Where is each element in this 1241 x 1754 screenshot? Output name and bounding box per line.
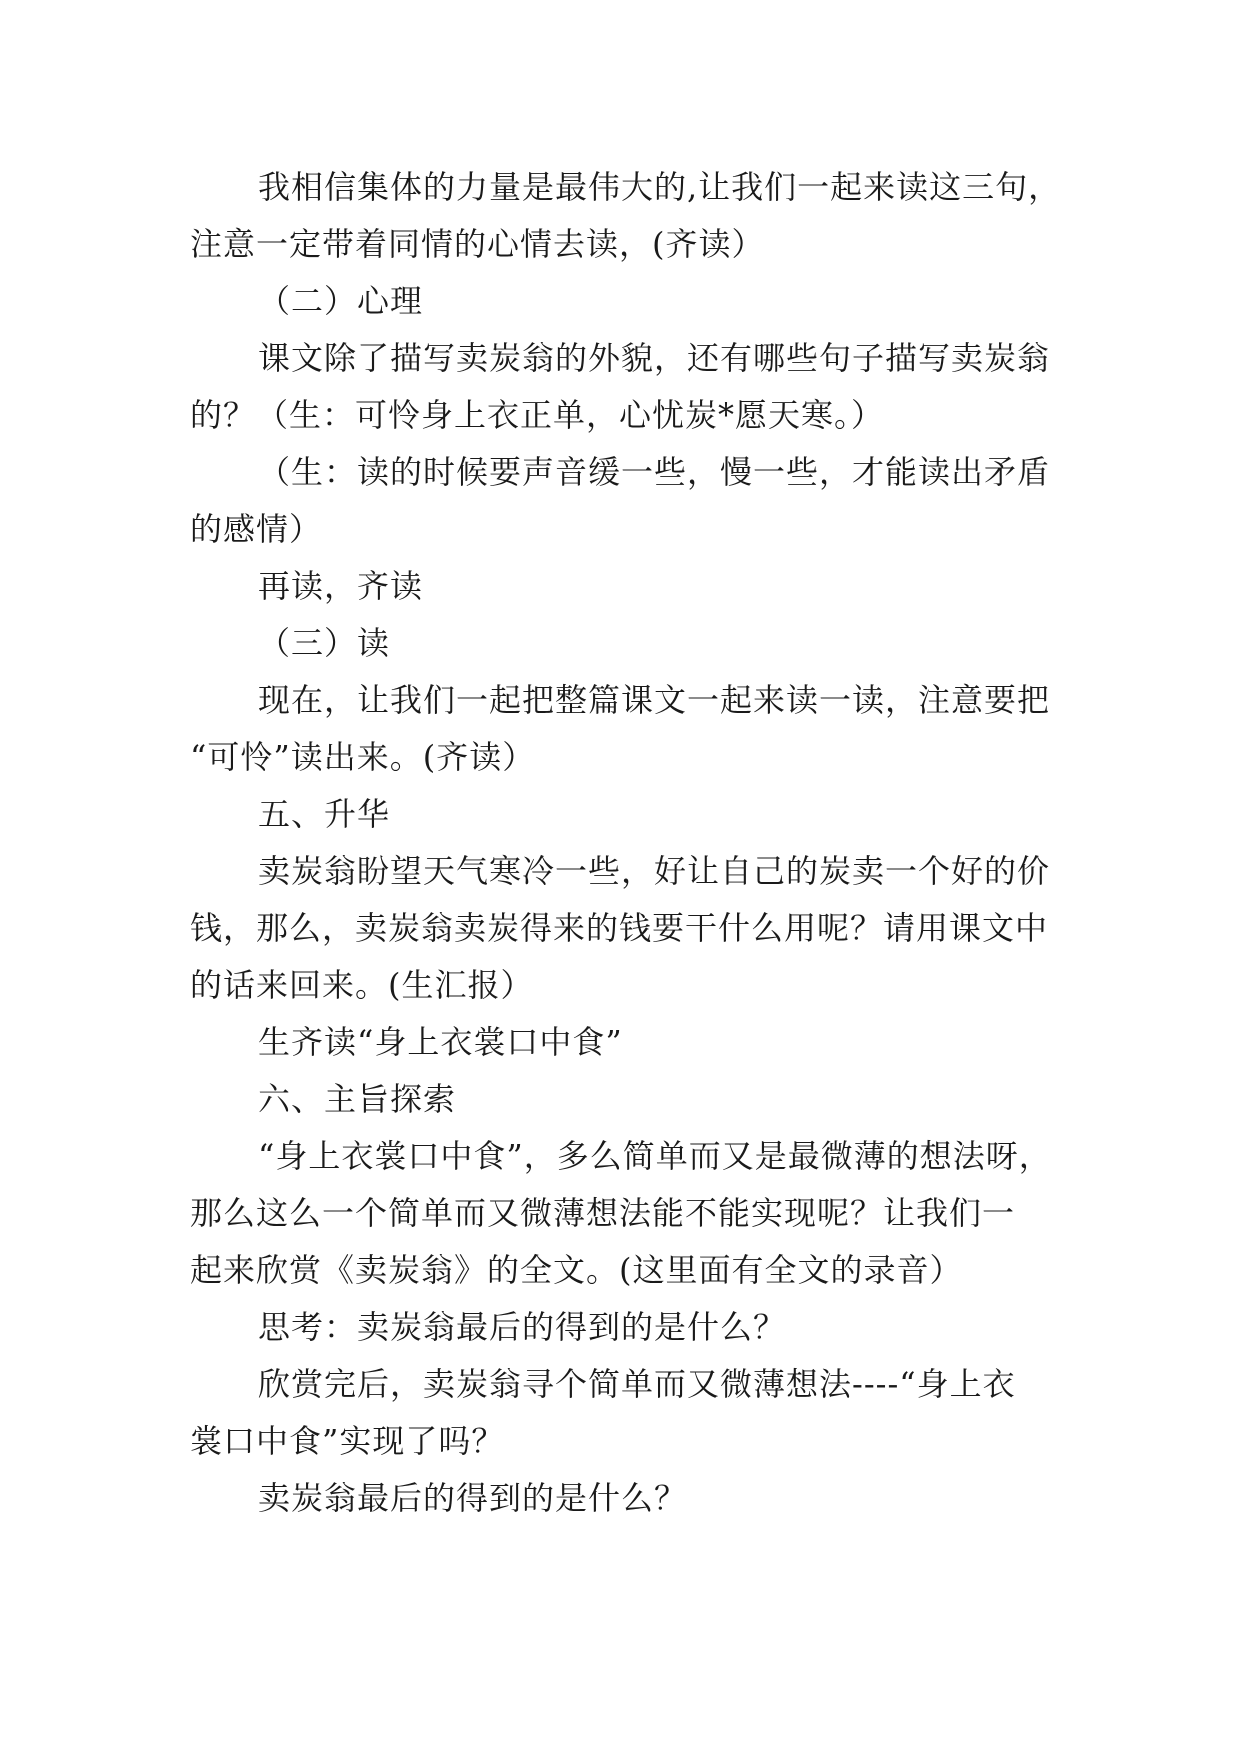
text-line: 钱，那么，卖炭翁卖炭得来的钱要干什么用呢？请用课文中 — [190, 909, 1049, 947]
text-line: 思考：卖炭翁最后的得到的是什么？ — [258, 1308, 787, 1346]
text-line: 现在，让我们一起把整篇课文一起来读一读，注意要把 — [258, 681, 1051, 719]
text-line: 裳口中食”实现了吗？ — [190, 1422, 505, 1460]
section-heading: （二）心理 — [258, 282, 424, 320]
text-line: 起来欣赏《卖炭翁》的全文。(这里面有全文的录音） — [190, 1251, 963, 1289]
text-line: 生齐读“身上衣裳口中食” — [258, 1023, 623, 1061]
text-line: 的话来回来。(生汇报） — [190, 966, 534, 1004]
section-heading: 五、升华 — [258, 795, 391, 833]
text-line: 的感情） — [190, 510, 323, 548]
section-heading: （三）读 — [258, 624, 391, 662]
text-line: 注意一定带着同情的心情去读，(齐读） — [190, 225, 765, 263]
text-line: “身上衣裳口中食”，多么简单而又是最微薄的想法呀， — [258, 1137, 1052, 1175]
text-line: 卖炭翁盼望天气寒冷一些，好让自己的炭卖一个好的价 — [258, 852, 1051, 890]
text-line: 卖炭翁最后的得到的是什么？ — [258, 1479, 688, 1517]
text-line: （生：读的时候要声音缓一些，慢一些，才能读出矛盾 — [258, 453, 1051, 491]
section-heading: 六、主旨探索 — [258, 1080, 457, 1118]
text-line: 再读，齐读 — [258, 567, 424, 605]
text-line: 那么这么一个简单而又微薄想法能不能实现呢？让我们一 — [190, 1194, 1016, 1232]
text-line: 我相信集体的力量是最伟大的,让我们一起来读这三句， — [258, 168, 1062, 206]
text-line: 课文除了描写卖炭翁的外貌，还有哪些句子描写卖炭翁 — [258, 339, 1051, 377]
text-line: 欣赏完后，卖炭翁寻个简单而又微薄想法----“身上衣 — [258, 1365, 1016, 1403]
text-line: “可怜”读出来。(齐读） — [190, 738, 536, 776]
text-line: 的？（生：可怜身上衣正单，心忧炭*愿天寒。） — [190, 396, 885, 434]
